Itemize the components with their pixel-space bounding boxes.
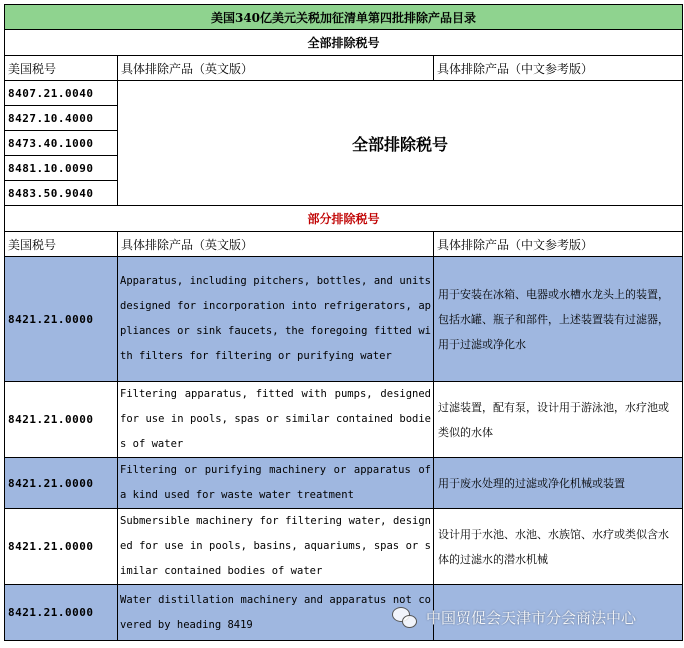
- partial-code-cell: 8421.21.0000: [5, 257, 118, 382]
- full-code-cell: 8427.10.4000: [5, 106, 118, 131]
- full-code-cell: 8407.21.0040: [5, 81, 118, 106]
- full-exclusion-header-row: [5, 56, 683, 81]
- partial-exclusion-header-row: [5, 232, 683, 257]
- partial-exclusion-section-row: [5, 206, 683, 232]
- partial-row: [5, 458, 683, 509]
- table-title: 美国340亿美元关税加征清单第四批排除产品目录: [5, 5, 683, 30]
- header-product-en: 具体排除产品（英文版）: [118, 56, 434, 81]
- full-exclusion-merged-cell: 全部排除税号: [118, 81, 683, 206]
- partial-code-cell: 8421.21.0000: [5, 458, 118, 509]
- product-cn-cell: 用于废水处理的过滤或净化机械或装置: [434, 458, 683, 509]
- header-product-cn: 具体排除产品（中文参考版）: [434, 232, 683, 257]
- product-en-cell: Submersible machinery for filtering water, designed for use in pools, basins, aquariums, spas or similar contained bodies of water: [118, 509, 434, 585]
- partial-code-cell: 8421.21.0000: [5, 509, 118, 585]
- exclusion-table: [4, 4, 683, 641]
- full-exclusion-section-row: [5, 30, 683, 56]
- header-product-en: 具体排除产品（英文版）: [118, 232, 434, 257]
- full-code-cell: 8483.50.9040: [5, 181, 118, 206]
- header-us-code: 美国税号: [5, 232, 118, 257]
- wechat-icon: [392, 606, 418, 628]
- product-cn-cell: 设计用于水池、水池、水族馆、水疗或类似含水体的过滤水的潜水机械: [434, 509, 683, 585]
- partial-row: [5, 382, 683, 458]
- watermark: [392, 602, 636, 632]
- product-en-cell: Filtering apparatus, fitted with pumps, designed for use in pools, spas or similar contained bodies of water: [118, 382, 434, 458]
- partial-exclusion-section-label: 部分排除税号: [5, 206, 683, 232]
- product-en-cell: Filtering or purifying machinery or apparatus of a kind used for waste water treatment: [118, 458, 434, 509]
- partial-row: [5, 509, 683, 585]
- product-en-cell: Water distillation machinery and apparatus not covered by heading 8419: [118, 585, 434, 641]
- product-cn-cell: 用于安装在冰箱、电器或水槽水龙头上的装置，包括水罐、瓶子和部件，上述装置装有过滤器，用于过滤或净化水: [434, 257, 683, 382]
- partial-row: [5, 257, 683, 382]
- full-code-cell: 8473.40.1000: [5, 131, 118, 156]
- full-code-row: [5, 81, 683, 106]
- product-cn-cell: 过滤装置，配有泵，设计用于游泳池，水疗池或类似的水体: [434, 382, 683, 458]
- title-row: [5, 5, 683, 30]
- partial-code-cell: 8421.21.0000: [5, 382, 118, 458]
- header-product-cn: 具体排除产品（中文参考版）: [434, 56, 683, 81]
- watermark-text: 中国贸促会天津市分会商法中心: [426, 608, 637, 627]
- full-exclusion-section-label: 全部排除税号: [5, 30, 683, 56]
- header-us-code: 美国税号: [5, 56, 118, 81]
- full-code-cell: 8481.10.0090: [5, 156, 118, 181]
- product-en-cell: Apparatus, including pitchers, bottles, and units designed for incorporation into refrigerators, appliances or sink faucets, the foregoing fitted with filters for filtering or purifying water: [118, 257, 434, 382]
- partial-code-cell: 8421.21.0000: [5, 585, 118, 641]
